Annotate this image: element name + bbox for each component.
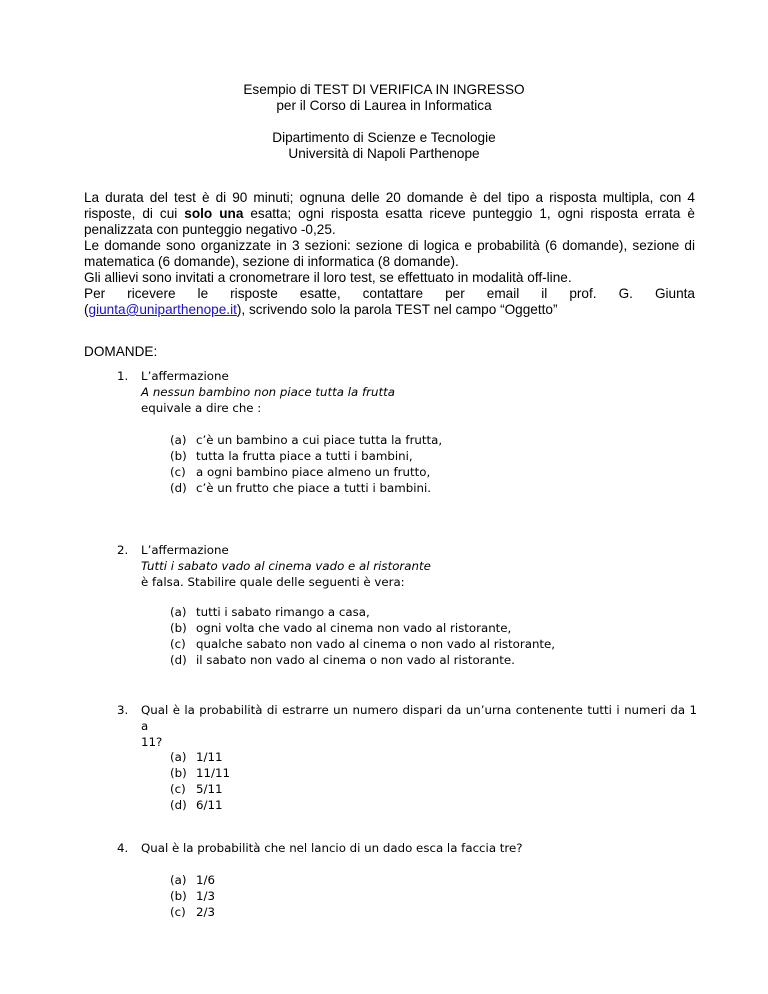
question-1: L’affermazione A nessun bambino non piace tutta la frutta equivale a dire che : — [141, 369, 395, 415]
dept-line1: Dipartimento di Scienze e Tecnologie — [272, 130, 496, 145]
question-4: Qual è la probabilità che nel lancio di un dado esca la faccia tre? — [141, 841, 523, 855]
bold-solo-una: solo una — [184, 206, 244, 221]
option-4b: (b) 1/3 — [170, 889, 215, 903]
option-1d: (d) c’è un frutto che piace a tutti i bambini. — [170, 481, 431, 495]
intro-paragraph-contact: Per ricevere le risposte esatte, contattare per email il prof. G. Giunta (giunta@uniparthenope.it), scrivendo solo la parola TEST nel campo “Oggetto” — [84, 286, 695, 317]
question-1-options — [170, 432, 442, 496]
section-title: DOMANDE: — [84, 344, 158, 359]
option-3d: (d) 6/11 — [170, 798, 223, 812]
question-3: Qual è la probabilità di estrarre un numero dispari da un’urna contenente tutti i numeri da 1 a 11? — [141, 703, 697, 749]
email-link[interactable]: giunta@uniparthenope.it — [88, 302, 237, 317]
question-2-number: 2. — [117, 543, 129, 557]
option-2c: (c) qualche sabato non vado al cinema o non vado al ristorante, — [170, 637, 556, 651]
intro-paragraph-duration: La durata del test è di 90 minuti; ognuna delle 20 domande è del tipo a risposta multipla, con 4 risposte, di cui solo una esatta; ogni risposta esatta riceve punteggio 1, ogni risposta errata è penalizzata con punteggio negativo -0,25. — [84, 190, 695, 237]
question-2-options — [170, 604, 555, 668]
question-4-options — [170, 872, 215, 920]
question-3-options — [170, 749, 230, 813]
option-4c: (c) 2/3 — [170, 905, 215, 919]
question-1-number: 1. — [117, 369, 129, 383]
option-1c: (c) a ogni bambino piace almeno un frutto, — [170, 465, 431, 479]
doc-title-line2: per il Corso di Laurea in Informatica — [276, 98, 492, 113]
option-4a: (a) 1/6 — [170, 873, 215, 887]
option-3b: (b) 11/11 — [170, 766, 230, 780]
option-1a: (a) c’è un bambino a cui piace tutta la frutta, — [170, 433, 443, 447]
option-2d: (d) il sabato non vado al cinema o non vado al ristorante. — [170, 653, 515, 667]
university-line: Università di Napoli Parthenope — [288, 146, 480, 161]
option-3a: (a) 1/11 — [170, 750, 223, 764]
option-3c: (c) 5/11 — [170, 782, 223, 796]
question-2: L’affermazione Tutti i sabato vado al cinema vado e al ristorante è falsa. Stabilire quale delle seguenti è vera: — [141, 543, 431, 589]
doc-title-line1: Esempio di TEST DI VERIFICA IN INGRESSO — [243, 82, 525, 97]
option-2a: (a) tutti i sabato rimango a casa, — [170, 605, 370, 619]
question-3-number: 3. — [117, 703, 129, 717]
contact-line2: (giunta@uniparthenope.it), scrivendo solo la parola TEST nel campo “Oggetto” — [84, 302, 558, 317]
intro-paragraph-sections: Le domande sono organizzate in 3 sezioni: sezione di logica e probabilità (6 domande), sezione di matematica (6 domande), sezione di informatica (8 domande). — [84, 238, 695, 269]
intro-block — [84, 190, 695, 318]
question-4-number: 4. — [117, 841, 129, 855]
intro-paragraph-timer: Gli allievi sono invitati a cronometrare il loro test, se effettuato in modalità off-line. — [84, 270, 572, 285]
option-1b: (b) tutta la frutta piace a tutti i bambini, — [170, 449, 413, 463]
option-2b: (b) ogni volta che vado al cinema non vado al ristorante, — [170, 621, 512, 635]
